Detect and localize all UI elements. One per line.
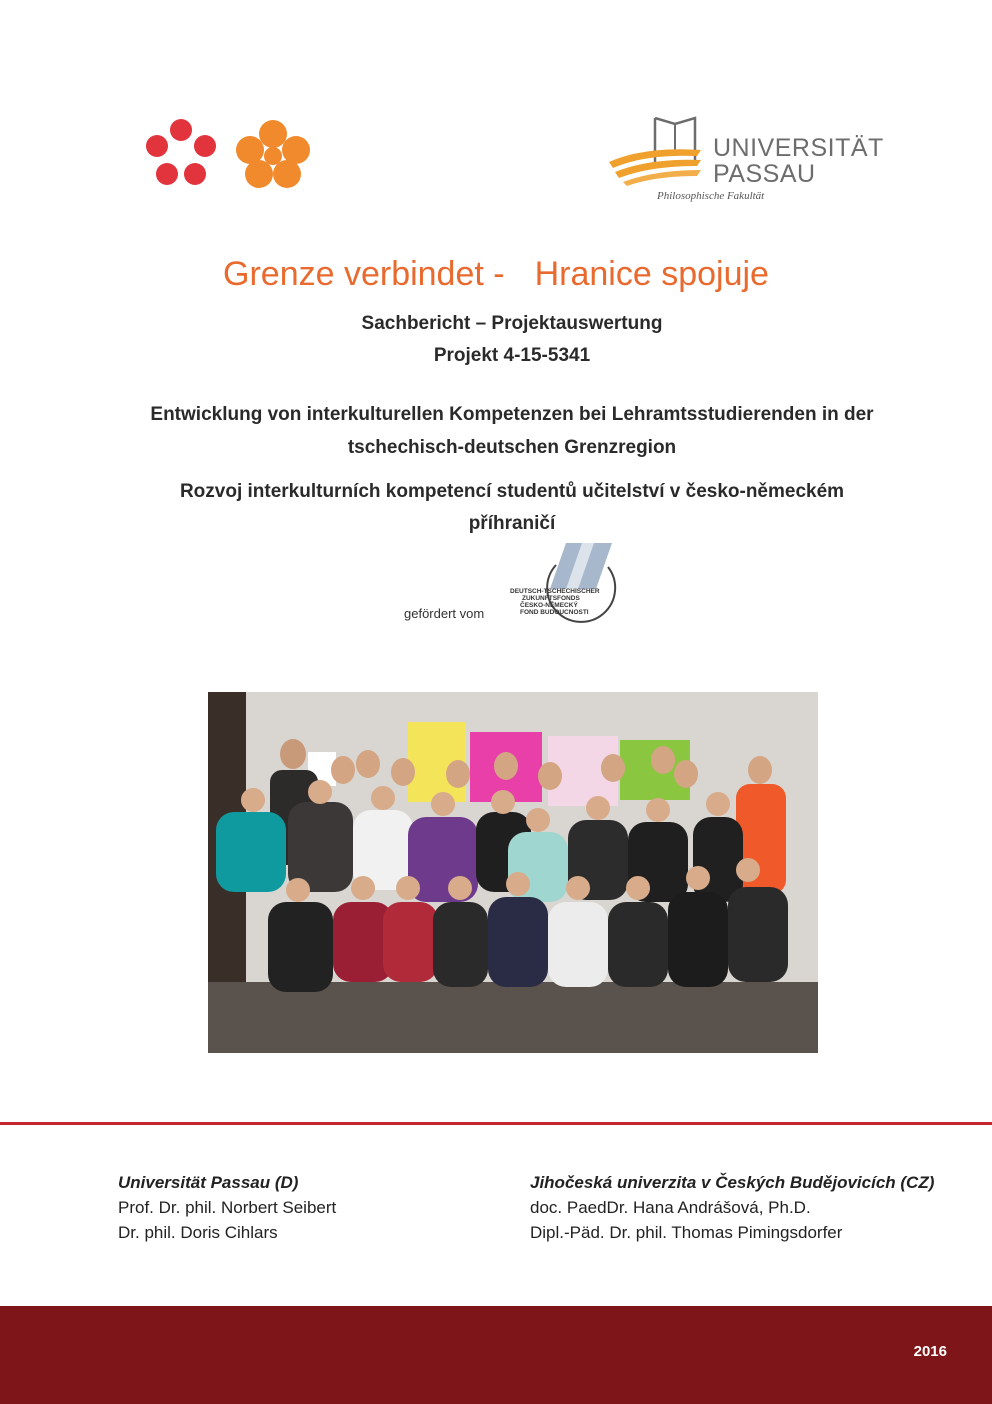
zukunftsfonds-logo — [508, 543, 628, 625]
team-budweis-heading: Jihočeská univerzita v Českých Budějovicích (CZ) — [530, 1173, 935, 1192]
team-passau-heading: Universität Passau (D) — [118, 1173, 299, 1192]
german-title-line1: Entwicklung von interkulturellen Kompetenzen bei Lehramtsstudierenden in der — [150, 404, 874, 425]
passau-book-icon — [605, 112, 715, 192]
title-german: Grenze verbindet - — [223, 255, 505, 293]
zukunftsfonds-logo-icon — [508, 543, 628, 625]
partner-flower-logos — [140, 116, 315, 196]
team-budweis — [530, 1170, 934, 1245]
team-passau — [118, 1170, 336, 1245]
main-title — [0, 255, 992, 294]
passau-logo-line1: UNIVERSITÄT — [713, 134, 884, 162]
funder-logo-line4: FOND BUDOUCNOSTI — [520, 609, 589, 616]
czech-title-line2: příhraničí — [468, 513, 556, 534]
passau-logo-faculty: Philosophische Fakultät — [657, 190, 765, 202]
orange-flower-logo-icon — [236, 120, 310, 188]
funder-logo-line3: ČESKO-NĚMECKÝ — [520, 602, 578, 609]
team-passau-member-2: Dr. phil. Doris Cihlars — [118, 1223, 278, 1242]
footer-year: 2016 — [913, 1343, 947, 1360]
footer-bar — [0, 1306, 992, 1404]
german-title-line2: tschechisch-deutschen Grenzregion — [347, 437, 677, 458]
funder-logo-line1: DEUTSCH-TSCHECHISCHER — [510, 588, 600, 595]
team-budweis-member-2: Dipl.-Päd. Dr. phil. Thomas Pimingsdorfer — [530, 1223, 843, 1242]
group-photo-icon — [208, 692, 818, 1053]
czech-title-line1: Rozvoj interkulturních kompetencí studentů učitelství v česko-německém — [179, 481, 845, 502]
group-photo — [208, 692, 818, 1053]
funded-by-label: gefördert vom — [404, 606, 485, 621]
team-passau-member-1: Prof. Dr. phil. Norbert Seibert — [118, 1198, 337, 1217]
title-czech: Hranice spojuje — [534, 255, 769, 293]
funder-logo-line2: ZUKUNFTSFONDS — [522, 595, 580, 602]
red-flower-logo-icon — [146, 119, 216, 185]
flower-logos-icon — [140, 116, 315, 196]
subtitle-project-number: Projekt 4-15-5341 — [433, 345, 591, 366]
team-budweis-member-1: doc. PaedDr. Hana Andrášová, Ph.D. — [530, 1198, 811, 1217]
red-divider — [0, 1122, 992, 1125]
university-passau-logo — [605, 112, 884, 208]
passau-logo-line2: PASSAU — [713, 160, 816, 188]
subtitle-report: Sachbericht – Projektauswertung — [361, 313, 663, 334]
